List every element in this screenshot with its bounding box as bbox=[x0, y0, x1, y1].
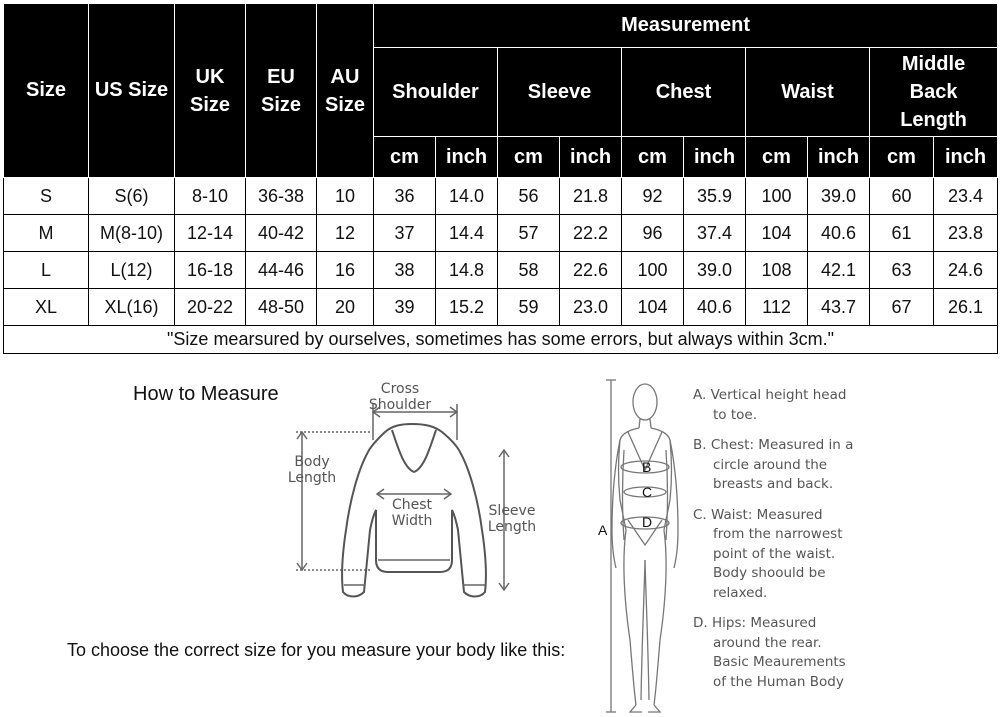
table-cell: XL(16) bbox=[89, 289, 175, 326]
table-cell: 16-18 bbox=[175, 252, 246, 289]
table-row bbox=[4, 289, 998, 326]
unit-inch: inch bbox=[684, 137, 746, 178]
header-uk-size: UK Size bbox=[175, 4, 246, 178]
measurement-notes bbox=[693, 386, 993, 703]
table-cell: 38 bbox=[374, 252, 436, 289]
body-letter-c: C bbox=[642, 484, 653, 500]
table-cell: 92 bbox=[622, 178, 684, 215]
unit-cm: cm bbox=[498, 137, 560, 178]
table-cell: 12 bbox=[317, 215, 374, 252]
table-cell: L(12) bbox=[89, 252, 175, 289]
table-cell: 37.4 bbox=[684, 215, 746, 252]
table-cell: 100 bbox=[746, 178, 808, 215]
table-cell: 16 bbox=[317, 252, 374, 289]
table-cell: S bbox=[4, 178, 89, 215]
body-letter-d: D bbox=[642, 514, 653, 530]
unit-inch: inch bbox=[808, 137, 870, 178]
table-cell: 43.7 bbox=[808, 289, 870, 326]
label-body-length: Body Length bbox=[287, 454, 337, 486]
table-cell: 36-38 bbox=[246, 178, 317, 215]
table-row bbox=[4, 252, 998, 289]
table-cell: L bbox=[4, 252, 89, 289]
table-cell: 60 bbox=[870, 178, 934, 215]
table-cell: 42.1 bbox=[808, 252, 870, 289]
table-cell: 96 bbox=[622, 215, 684, 252]
header-size: Size bbox=[4, 4, 89, 178]
table-cell: 22.6 bbox=[560, 252, 622, 289]
table-cell: 23.0 bbox=[560, 289, 622, 326]
table-cell: 59 bbox=[498, 289, 560, 326]
table-cell: 14.0 bbox=[436, 178, 498, 215]
table-cell: 104 bbox=[746, 215, 808, 252]
table-cell: 40.6 bbox=[684, 289, 746, 326]
table-cell: 37 bbox=[374, 215, 436, 252]
table-cell: 20-22 bbox=[175, 289, 246, 326]
table-cell: 10 bbox=[317, 178, 374, 215]
table-cell: 14.8 bbox=[436, 252, 498, 289]
table-cell: 40-42 bbox=[246, 215, 317, 252]
choose-size-instruction: To choose the correct size for you measure your body like this: bbox=[67, 640, 566, 660]
header-eu-size: EU Size bbox=[246, 4, 317, 178]
header-us-size: US Size bbox=[89, 4, 175, 178]
table-cell: 23.4 bbox=[934, 178, 998, 215]
header-measurement: Measurement bbox=[374, 4, 998, 48]
unit-cm: cm bbox=[746, 137, 808, 178]
body-letter-b: B bbox=[642, 459, 652, 475]
table-cell: 112 bbox=[746, 289, 808, 326]
table-cell: 63 bbox=[870, 252, 934, 289]
note-b: B. Chest: Measured in a circle around the breasts and back. bbox=[693, 437, 854, 492]
table-row bbox=[4, 215, 998, 252]
unit-cm: cm bbox=[374, 137, 436, 178]
table-cell: M(8-10) bbox=[89, 215, 175, 252]
label-cross-shoulder: Cross Shoulder bbox=[368, 381, 432, 413]
table-cell: S(6) bbox=[89, 178, 175, 215]
body-letter-a: A bbox=[598, 522, 608, 538]
table-cell: 21.8 bbox=[560, 178, 622, 215]
note-d: D. Hips: Measured around the rear. Basic Meaurements of the Human Body bbox=[693, 615, 846, 690]
table-cell: 48-50 bbox=[246, 289, 317, 326]
note-c: C. Waist: Measured from the narrowest point of the waist. Body shoould be relaxed. bbox=[693, 506, 843, 601]
table-cell: 40.6 bbox=[808, 215, 870, 252]
table-row bbox=[4, 178, 998, 215]
table-note-row bbox=[4, 326, 998, 354]
table-cell: 39.0 bbox=[808, 178, 870, 215]
table-cell: 12-14 bbox=[175, 215, 246, 252]
table-cell: 36 bbox=[374, 178, 436, 215]
header-sleeve: Sleeve bbox=[498, 48, 622, 137]
table-cell: 56 bbox=[498, 178, 560, 215]
table-cell: 23.8 bbox=[934, 215, 998, 252]
unit-inch: inch bbox=[436, 137, 498, 178]
header-shoulder: Shoulder bbox=[374, 48, 498, 137]
table-cell: 61 bbox=[870, 215, 934, 252]
header-waist: Waist bbox=[746, 48, 870, 137]
table-cell: 8-10 bbox=[175, 178, 246, 215]
measurement-disclaimer: "Size mearsured by ourselves, sometimes has some errors, but always within 3cm." bbox=[4, 326, 998, 354]
table-cell: XL bbox=[4, 289, 89, 326]
table-cell: 104 bbox=[622, 289, 684, 326]
table-cell: 35.9 bbox=[684, 178, 746, 215]
how-to-measure-title: How to Measure bbox=[133, 383, 279, 405]
table-cell: 44-46 bbox=[246, 252, 317, 289]
table-cell: 67 bbox=[870, 289, 934, 326]
note-a: A. Vertical height head to toe. bbox=[693, 387, 847, 423]
unit-cm: cm bbox=[622, 137, 684, 178]
table-cell: 58 bbox=[498, 252, 560, 289]
table-cell: 22.2 bbox=[560, 215, 622, 252]
header-au-size: AU Size bbox=[317, 4, 374, 178]
table-cell: 15.2 bbox=[436, 289, 498, 326]
header-middle-back-length: Middle Back Length bbox=[870, 48, 998, 137]
table-cell: M bbox=[4, 215, 89, 252]
table-cell: 57 bbox=[498, 215, 560, 252]
table-cell: 14.4 bbox=[436, 215, 498, 252]
table-cell: 100 bbox=[622, 252, 684, 289]
table-cell: 24.6 bbox=[934, 252, 998, 289]
unit-inch: inch bbox=[560, 137, 622, 178]
table-cell: 39 bbox=[374, 289, 436, 326]
table-cell: 26.1 bbox=[934, 289, 998, 326]
table-cell: 108 bbox=[746, 252, 808, 289]
label-sleeve-length: Sleeve Length bbox=[487, 503, 537, 535]
label-chest-width: Chest Width bbox=[391, 497, 433, 529]
unit-inch: inch bbox=[934, 137, 998, 178]
header-chest: Chest bbox=[622, 48, 746, 137]
size-chart-table bbox=[3, 3, 998, 354]
unit-cm: cm bbox=[870, 137, 934, 178]
table-cell: 20 bbox=[317, 289, 374, 326]
table-cell: 39.0 bbox=[684, 252, 746, 289]
